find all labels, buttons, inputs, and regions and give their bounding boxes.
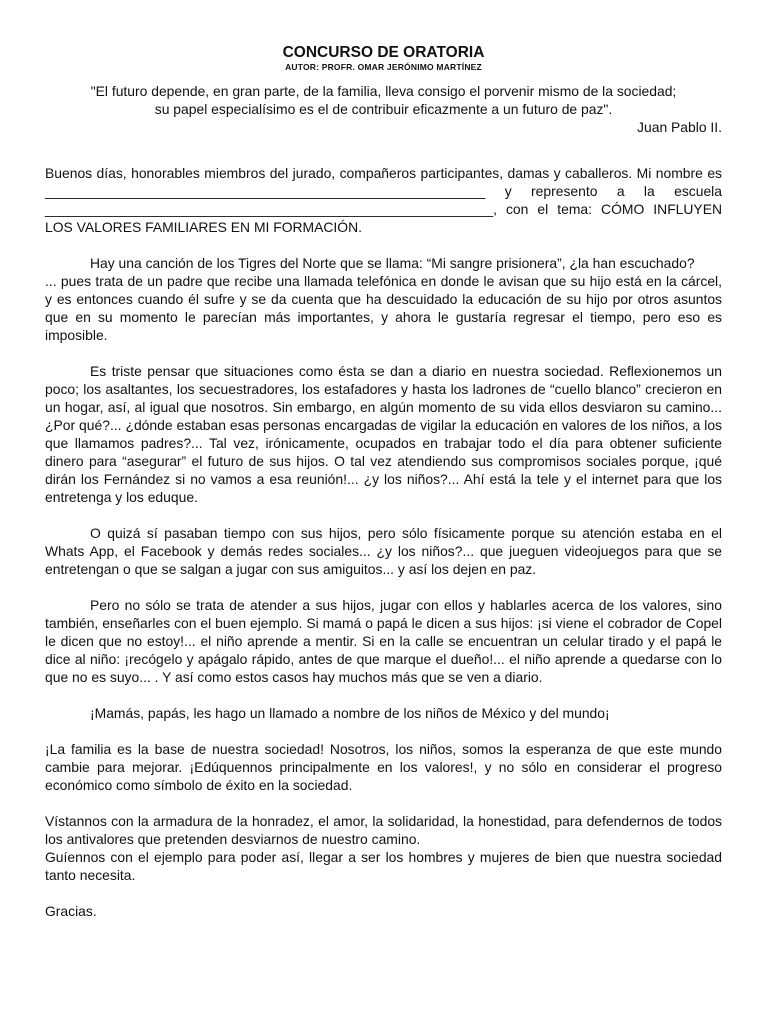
intro-paragraph bbox=[45, 164, 722, 236]
closing-text: Gracias. bbox=[45, 903, 97, 919]
intro-text-3: , con el tema: CÓMO INFLUYEN LOS VALORES FAMILIARES EN MI FORMACIÓN. bbox=[45, 201, 722, 235]
quote-line-1: "El futuro depende, en gran parte, de la familia, lleva consigo el porvenir mismo de la sociedad; bbox=[90, 83, 677, 99]
school-blank-line: __________________________________________________________ bbox=[45, 201, 494, 217]
document-author: AUTOR: PROFR. OMAR JERÓNIMO MARTÍNEZ bbox=[285, 62, 482, 72]
quote-author: Juan Pablo II. bbox=[637, 119, 722, 135]
paragraph-song: Hay una canción de los Tigres del Norte que se llama: “Mi sangre prisionera”, ¿la han escuchado? bbox=[90, 255, 695, 271]
paragraph-social-media: O quizá sí pasaban tiempo con sus hijos, pero sólo físicamente porque su atención estaba en el Whats App, el Facebook y demás redes sociales... ¿y los niños?... que jueguen videojuegos para que se entretengan o que se salgan a jugar con sus amiguitos... y así los dejen en paz. bbox=[45, 525, 722, 577]
paragraph-guide: Guíennos con el ejemplo para poder así, llegar a ser los hombres y mujeres de bien que nuestra sociedad tanto necesita. bbox=[45, 849, 722, 883]
paragraph-example: Pero no sólo se trata de atender a sus hijos, jugar con ellos y hablarles acerca de los valores, sino también, enseñarles con el buen ejemplo. Si mamá o papá le dicen a sus hijos: ¡si viene el cobrador de Copel le dicen que no estoy!... el niño aprende a mentir. Si en la calle se encuentran un celular tirado y el papá le dice al niño: ¡recógelo y apágalo rápido, antes de que marque el dueño!... el niño aprende a quedarse con lo que no es suyo... . Y así como estos casos hay muchos más que se ven a diario. bbox=[45, 597, 722, 685]
document-page bbox=[45, 44, 722, 938]
document-title: CONCURSO DE ORATORIA bbox=[282, 44, 485, 61]
name-blank-line: _________________________________________________________ bbox=[45, 183, 486, 199]
quote-line-2: su papel especialísimo es el de contribuir eficazmente a un futuro de paz". bbox=[154, 101, 613, 117]
paragraph-reflection: Es triste pensar que situaciones como ésta se dan a diario en nuestra sociedad. Reflexionemos un poco; los asaltantes, los secuestradores, los estafadores y hasta los ladrones de “cuello blanco” crecieron en un hogar, así, al igual que nosotros. Sin embargo, en algún momento de su vida ellos desviaron su camino... ¿Por qué?... ¿dónde estaban esas personas encargadas de vigilar la educación en valores de los niños, a los que llamamos padres?... Tal vez, irónicamente, ocupados en trabajar todo el día para obtener suficiente dinero para “asegurar” el futuro de sus hijos. O tal vez atendiendo sus compromisos sociales porque, ¡qué dirán los Fernández si no vamos a esa reunión!... ¿y los niños?... Ahí está la tele y el internet para que los entretenga y los eduque. bbox=[45, 363, 722, 505]
paragraph-armor: Vístannos con la armadura de la honradez, el amor, la solidaridad, la honestidad, para defendernos de todos los antivalores que pretenden desviarnos de nuestro camino. bbox=[45, 813, 722, 847]
paragraph-song-story: ... pues trata de un padre que recibe una llamada telefónica en donde le avisan que su hijo está en la cárcel, y es entonces cuando él sufre y se da cuenta que ha descuidado la educación de su hijo por otros asuntos que en su momento le parecían más importantes, y ahora le gustaría regresar el tiempo, pero eso es imposible. bbox=[45, 273, 722, 343]
intro-text-2: y represento a la escuela bbox=[485, 183, 722, 199]
paragraph-family: ¡La familia es la base de nuestra sociedad! Nosotros, los niños, somos la esperanza de que este mundo cambie para mejorar. ¡Edúquennos principalmente en los valores!, y no sólo en considerar el progreso económico como símbolo de éxito en la sociedad. bbox=[45, 741, 722, 793]
intro-text-1: Buenos días, honorables miembros del jurado, compañeros participantes, damas y caballeros. Mi nombre es bbox=[45, 165, 722, 181]
paragraph-call: ¡Mamás, papás, les hago un llamado a nombre de los niños de México y del mundo¡ bbox=[90, 705, 610, 721]
